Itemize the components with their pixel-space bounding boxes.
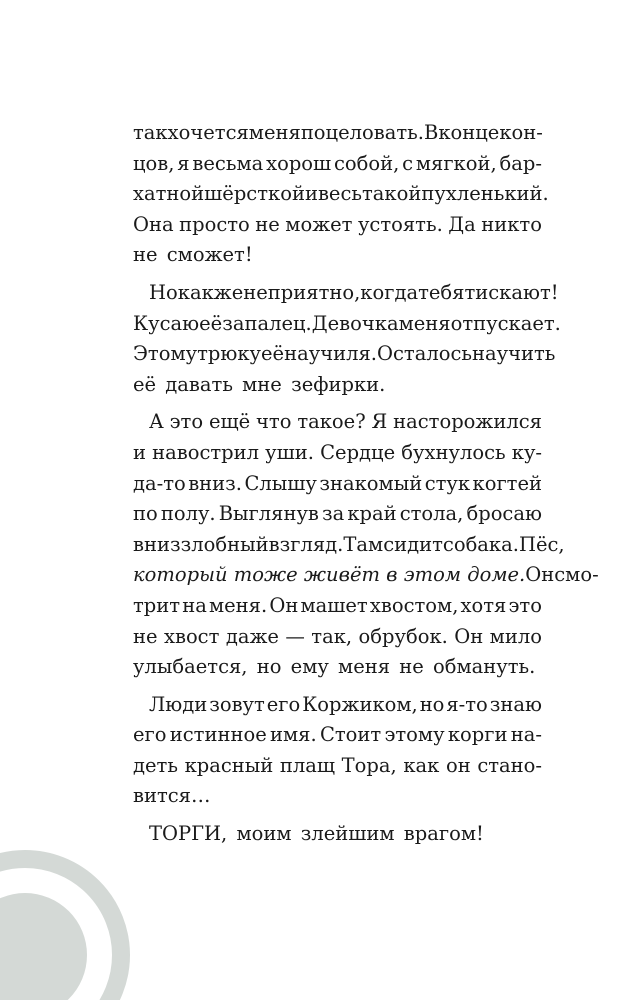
word: машет [300, 593, 368, 617]
word: просто [179, 212, 250, 236]
text-line [133, 819, 542, 850]
word: и [133, 440, 146, 464]
word: Там [343, 532, 384, 556]
word: хотя [460, 593, 507, 617]
word: ку- [511, 440, 542, 464]
word: деть [133, 753, 178, 777]
word: научил [284, 342, 359, 366]
text-line [133, 407, 542, 438]
word: хорош [266, 151, 332, 175]
paragraph-1 [133, 118, 549, 271]
word: хочется [167, 121, 249, 144]
word: врагом! [403, 822, 484, 846]
word: Выглянув [218, 502, 319, 526]
word: полу. [160, 502, 216, 526]
paragraph-2 [133, 278, 561, 400]
word: палец. [244, 311, 312, 335]
word: и [304, 182, 318, 206]
word: Люди [149, 692, 208, 716]
text-line [133, 179, 549, 210]
text-line [133, 278, 559, 309]
text-line [133, 720, 542, 751]
word: не [133, 624, 158, 648]
word: взгляд. [268, 532, 344, 556]
word: это [508, 593, 542, 617]
word: Тора, [341, 753, 397, 777]
word: мило [489, 624, 542, 648]
word: моим [236, 822, 292, 846]
text-line [133, 210, 542, 241]
word: цов, [133, 151, 175, 175]
word: может [285, 212, 353, 236]
word: хатной [133, 182, 205, 206]
word: собака. [442, 532, 519, 556]
word: давать [165, 372, 233, 396]
text-line [133, 652, 542, 683]
text-line [133, 690, 542, 721]
word: весьма [192, 151, 264, 175]
word: весь [317, 182, 363, 206]
word: навострил [152, 440, 260, 464]
word: шёрсткой [204, 182, 305, 206]
word: поцеловать. [300, 121, 424, 144]
word: ещё [208, 410, 251, 434]
word: меня. [208, 593, 268, 617]
word: собой, [333, 151, 400, 175]
word: хвост [163, 624, 220, 648]
word: зефирки. [291, 372, 386, 396]
word: смо- [554, 563, 599, 587]
word: стано- [477, 753, 542, 777]
word: устоять. [357, 212, 443, 236]
text-line [133, 751, 542, 782]
word: Я [371, 410, 388, 434]
body-text [133, 118, 599, 850]
text-line [133, 499, 542, 530]
word: на [182, 593, 207, 617]
word: обмануть. [433, 655, 536, 679]
word: как [403, 753, 440, 777]
word: тискают! [464, 280, 559, 304]
italic-phrase: который тоже живёт в этом доме. [133, 563, 526, 587]
word: Осталось [377, 342, 472, 366]
word: красный [184, 753, 274, 777]
word: меня [248, 121, 301, 144]
word: он [445, 753, 471, 777]
word: когтей [472, 471, 542, 495]
word: что [256, 410, 292, 434]
word: не [399, 655, 424, 679]
text-line [133, 591, 542, 622]
word: Но [149, 280, 178, 304]
word: бухнулось [401, 440, 506, 464]
word: меня [338, 655, 391, 679]
paragraph-3 [133, 407, 599, 682]
word: это [169, 410, 204, 434]
word: Кусаю [133, 311, 200, 335]
text-line [133, 530, 565, 561]
word: научить [472, 342, 556, 366]
word: сможет! [166, 243, 253, 267]
word: конце [438, 121, 500, 144]
word: за [222, 311, 245, 335]
word: не [255, 212, 280, 236]
word: А [149, 410, 164, 434]
word: улыбается, [133, 655, 248, 679]
word: Он [525, 563, 555, 587]
word: за [322, 502, 345, 526]
word: вниз [133, 532, 181, 556]
word: никто [481, 212, 542, 236]
word: насторожился [393, 410, 542, 434]
word: ТОРГИ, [149, 822, 228, 846]
word: зовут [209, 692, 265, 716]
word: мягкой, [415, 151, 497, 175]
word: меня [398, 311, 451, 335]
word: но [256, 655, 282, 679]
word: Коржиком, [302, 692, 418, 716]
word: хвостом, [369, 593, 459, 617]
word: бар- [499, 151, 542, 175]
word: Он [269, 593, 299, 617]
word: пухленький. [421, 182, 549, 206]
word: Сердце [320, 440, 396, 464]
text-line [133, 240, 542, 271]
text-line [133, 309, 561, 340]
word: — [285, 624, 305, 648]
word: истинное [169, 723, 267, 747]
paragraph-5 [133, 819, 542, 850]
word: её [133, 372, 157, 396]
text-line [133, 149, 542, 180]
word: но [419, 692, 445, 716]
word: злейшим [300, 822, 395, 846]
word: Слышу [244, 471, 317, 495]
word: Девочка [311, 311, 399, 335]
word: обрубок. [358, 624, 448, 648]
word: бросаю [466, 502, 542, 526]
text-line [133, 370, 542, 401]
word: неприятно, [243, 280, 361, 304]
word: такой [362, 182, 422, 206]
text-line [133, 622, 542, 653]
text-line [133, 560, 599, 591]
word: отпускает. [450, 311, 561, 335]
text-line [133, 118, 542, 149]
word: его [133, 723, 167, 747]
word: сидит [383, 532, 443, 556]
text-line [133, 339, 556, 370]
word: мне [242, 372, 282, 396]
text-line [133, 469, 542, 500]
text-line [133, 781, 542, 812]
word: стук [424, 471, 471, 495]
inner-disc [0, 893, 87, 1000]
word: трюку [197, 342, 262, 366]
word: знаю [489, 692, 542, 716]
word: кон- [499, 121, 543, 144]
word: на- [510, 723, 542, 747]
word: Этому [133, 342, 198, 366]
word: даже [225, 624, 279, 648]
word: имя. [270, 723, 317, 747]
word: такое? [297, 410, 366, 434]
word: злобный [180, 532, 269, 556]
word: Да [448, 212, 476, 236]
word: да-то [133, 471, 186, 495]
word: я-то [446, 692, 488, 716]
word: как [177, 280, 214, 304]
word: трит [133, 593, 181, 617]
word: не [133, 243, 158, 267]
word: В [423, 121, 439, 144]
word: ему [290, 655, 329, 679]
word: её [261, 342, 285, 366]
word: край [347, 502, 397, 526]
word: я [177, 151, 190, 175]
word: вниз. [188, 471, 243, 495]
word: плащ [279, 753, 336, 777]
word: знакомый [319, 471, 423, 495]
word: я. [358, 342, 377, 366]
text-line [133, 438, 542, 469]
paragraph-4 [133, 690, 542, 812]
word: стола, [399, 502, 464, 526]
word: же [213, 280, 244, 304]
word: Стоит [319, 723, 382, 747]
word: с [402, 151, 414, 175]
word: Она [133, 212, 174, 236]
word: её [199, 311, 223, 335]
word: Пёс, [518, 532, 565, 556]
word: этому [384, 723, 445, 747]
word: корги [447, 723, 508, 747]
word: уши. [265, 440, 314, 464]
word: так [133, 121, 168, 144]
word: вится… [133, 784, 211, 808]
word: по [133, 502, 158, 526]
word: тебя [418, 280, 465, 304]
word: Он [454, 624, 484, 648]
word: его [266, 692, 301, 716]
word: когда [360, 280, 419, 304]
word: так, [311, 624, 353, 648]
